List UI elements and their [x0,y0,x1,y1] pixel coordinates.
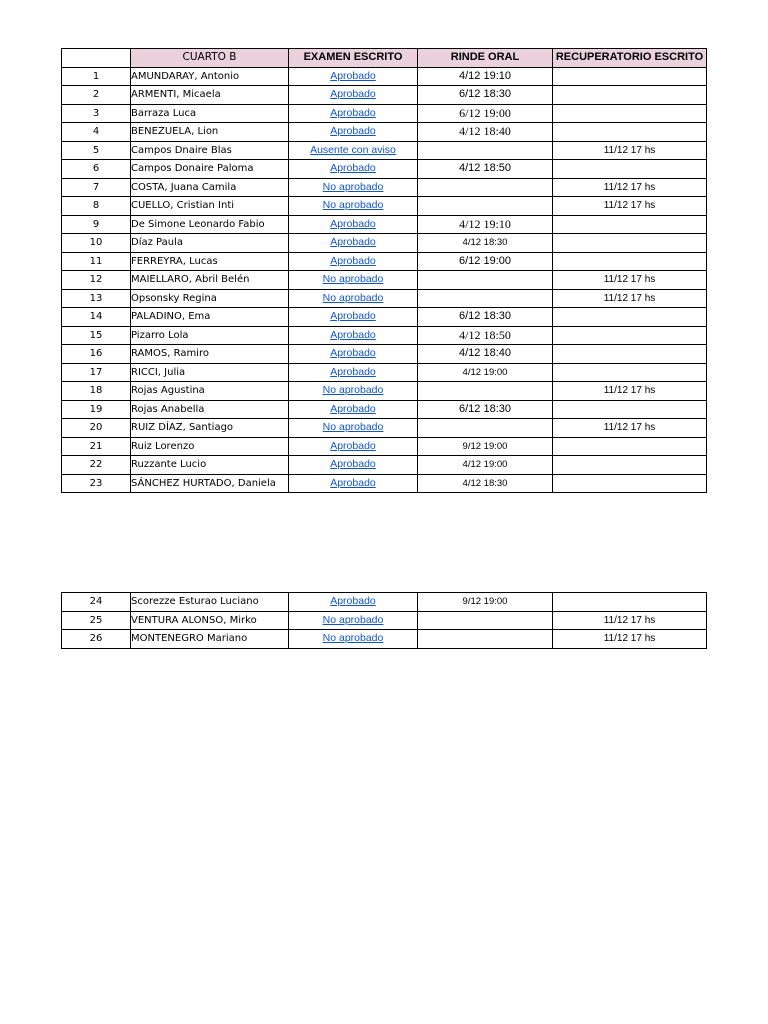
row-number: 16 [62,345,131,364]
written-exam-cell [289,197,418,216]
written-exam-cell [289,382,418,401]
oral-exam-date [418,178,553,197]
student-name: SÁNCHEZ HURTADO, Daniela [131,474,289,493]
written-exam-cell [289,141,418,160]
written-exam-result-link[interactable]: Aprobado [330,595,376,608]
written-exam-result-link[interactable]: Aprobado [330,402,376,415]
written-exam-result-link[interactable]: Aprobado [330,106,376,119]
student-name: Ruiz Lorenzo [131,437,289,456]
row-number: 26 [62,630,131,649]
row-number: 8 [62,197,131,216]
written-exam-cell [289,160,418,179]
student-name: RAMOS, Ramiro [131,345,289,364]
written-exam-result-link[interactable]: Aprobado [330,236,376,249]
student-name: Campos Donaire Paloma [131,160,289,179]
student-name: Rojas Anabella [131,400,289,419]
written-exam-result-link[interactable]: Ausente con aviso [310,143,396,156]
table-row [62,160,707,179]
oral-exam-date [418,271,553,290]
table-row [62,252,707,271]
table-row [62,630,707,649]
students-table [61,48,707,493]
written-exam-result-link[interactable]: No aprobado [322,180,384,193]
student-name: Ruzzante Lucio [131,456,289,475]
oral-exam-date [418,289,553,308]
student-name: Barraza Luca [131,104,289,123]
written-exam-result-link[interactable]: Aprobado [330,439,376,452]
header-makeup-exam: RECUPERATORIO ESCRITO [553,49,707,68]
oral-exam-date: 4/12 19:00 [418,363,553,382]
oral-exam-date: 6/12 18:30 [418,86,553,105]
written-exam-cell [289,593,418,612]
table-row [62,363,707,382]
table-row [62,289,707,308]
header-oral: RINDE ORAL [418,49,553,68]
table-row [62,67,707,86]
student-name: RICCI, Julia [131,363,289,382]
makeup-exam-date [553,345,707,364]
header-course: CUARTO B [131,49,289,68]
row-number: 18 [62,382,131,401]
written-exam-cell [289,308,418,327]
student-name: BENEZUELA, Lion [131,123,289,142]
row-number: 21 [62,437,131,456]
table-row [62,234,707,253]
makeup-exam-date [553,104,707,123]
makeup-exam-date [553,456,707,475]
student-name: RUIZ DÍAZ, Santiago [131,419,289,438]
written-exam-cell [289,437,418,456]
makeup-exam-date: 11/12 17 hs [553,197,707,216]
student-name: Rojas Agustina [131,382,289,401]
makeup-exam-date: 11/12 17 hs [553,271,707,290]
makeup-exam-date: 11/12 17 hs [553,289,707,308]
student-name: PALADINO, Ema [131,308,289,327]
extra-students-table-body [62,593,707,649]
makeup-exam-date [553,252,707,271]
written-exam-cell [289,67,418,86]
student-name: VENTURA ALONSO, Mirko [131,611,289,630]
makeup-exam-date: 11/12 17 hs [553,630,707,649]
student-name: Pizarro Lola [131,326,289,345]
written-exam-cell [289,289,418,308]
makeup-exam-date: 11/12 17 hs [553,141,707,160]
oral-exam-date [418,382,553,401]
student-name: Opsonsky Regina [131,289,289,308]
written-exam-cell [289,630,418,649]
row-number: 3 [62,104,131,123]
oral-exam-date [418,630,553,649]
oral-exam-date: 6/12 19:00 [418,252,553,271]
row-number: 14 [62,308,131,327]
written-exam-cell [289,419,418,438]
row-number: 10 [62,234,131,253]
row-number: 25 [62,611,131,630]
written-exam-result-link[interactable]: Aprobado [330,365,376,378]
student-name: COSTA, Juana Camila [131,178,289,197]
makeup-exam-date: 11/12 17 hs [553,382,707,401]
makeup-exam-date [553,86,707,105]
table-row [62,611,707,630]
oral-exam-date: 9/12 19:00 [418,437,553,456]
written-exam-result-link[interactable]: No aprobado [322,273,384,286]
row-number: 5 [62,141,131,160]
written-exam-result-link[interactable]: Aprobado [330,310,376,323]
header-row [62,49,707,68]
written-exam-result-link[interactable]: Aprobado [330,69,376,82]
oral-exam-date: 4/12 18:30 [418,474,553,493]
oral-exam-date: 4/12 18:50 [418,160,553,179]
written-exam-result-link[interactable]: Aprobado [330,347,376,360]
oral-exam-date: 6/12 18:30 [418,400,553,419]
oral-exam-date: 4/12 18:50 [418,326,553,345]
written-exam-cell [289,123,418,142]
makeup-exam-date: 11/12 17 hs [553,611,707,630]
table-row [62,123,707,142]
table-row [62,400,707,419]
extra-students-table [61,592,707,649]
written-exam-cell [289,611,418,630]
written-exam-cell [289,234,418,253]
oral-exam-date: 4/12 19:00 [418,456,553,475]
makeup-exam-date: 11/12 17 hs [553,178,707,197]
makeup-exam-date [553,363,707,382]
row-number: 2 [62,86,131,105]
row-number: 19 [62,400,131,419]
table-row [62,326,707,345]
written-exam-result-link[interactable]: Aprobado [330,162,376,175]
header-number [62,49,131,68]
written-exam-cell [289,400,418,419]
row-number: 13 [62,289,131,308]
written-exam-cell [289,345,418,364]
oral-exam-date: 4/12 18:40 [418,345,553,364]
written-exam-cell [289,252,418,271]
written-exam-result-link[interactable]: Aprobado [330,476,376,489]
table-row [62,86,707,105]
row-number: 9 [62,215,131,234]
oral-exam-date: 4/12 18:40 [418,123,553,142]
table-row [62,456,707,475]
row-number: 23 [62,474,131,493]
table-row [62,215,707,234]
row-number: 12 [62,271,131,290]
oral-exam-date [418,141,553,160]
makeup-exam-date [553,160,707,179]
table-row [62,382,707,401]
makeup-exam-date [553,400,707,419]
written-exam-result-link[interactable]: No aprobado [322,421,384,434]
table-row [62,345,707,364]
row-number: 22 [62,456,131,475]
table-row [62,474,707,493]
student-name: Scorezze Esturao Luciano [131,593,289,612]
table-row [62,141,707,160]
oral-exam-date: 4/12 19:10 [418,67,553,86]
written-exam-result-link[interactable]: Aprobado [330,458,376,471]
makeup-exam-date [553,326,707,345]
oral-exam-date: 6/12 19:00 [418,104,553,123]
row-number: 20 [62,419,131,438]
makeup-exam-date [553,474,707,493]
oral-exam-date [418,197,553,216]
row-number: 24 [62,593,131,612]
row-number: 1 [62,67,131,86]
table-row [62,178,707,197]
written-exam-result-link[interactable]: No aprobado [322,384,384,397]
student-name: FERREYRA, Lucas [131,252,289,271]
written-exam-result-link[interactable]: Aprobado [330,328,376,341]
row-number: 17 [62,363,131,382]
table-row [62,271,707,290]
student-name: MAIELLARO, Abril Belén [131,271,289,290]
student-name: Díaz Paula [131,234,289,253]
student-name: CUELLO, Cristian Inti [131,197,289,216]
oral-exam-date: 9/12 19:00 [418,593,553,612]
table-row [62,593,707,612]
makeup-exam-date [553,123,707,142]
written-exam-cell [289,86,418,105]
makeup-exam-date [553,215,707,234]
written-exam-result-link[interactable]: Aprobado [330,125,376,138]
student-name: AMUNDARAY, Antonio [131,67,289,86]
written-exam-cell [289,326,418,345]
oral-exam-date: 6/12 18:30 [418,308,553,327]
written-exam-cell [289,178,418,197]
written-exam-cell [289,104,418,123]
written-exam-cell [289,271,418,290]
table-row [62,308,707,327]
makeup-exam-date [553,437,707,456]
makeup-exam-date: 11/12 17 hs [553,419,707,438]
written-exam-cell [289,474,418,493]
oral-exam-date: 4/12 18:30 [418,234,553,253]
makeup-exam-date [553,67,707,86]
row-number: 15 [62,326,131,345]
table-row [62,197,707,216]
written-exam-cell [289,215,418,234]
row-number: 4 [62,123,131,142]
written-exam-result-link[interactable]: Aprobado [330,254,376,267]
makeup-exam-date [553,308,707,327]
header-written-exam: EXAMEN ESCRITO [289,49,418,68]
table-row [62,104,707,123]
row-number: 7 [62,178,131,197]
student-name: De Simone Leonardo Fabio [131,215,289,234]
student-name: Campos Dnaire Blas [131,141,289,160]
row-number: 11 [62,252,131,271]
written-exam-result-link[interactable]: No aprobado [322,613,384,626]
makeup-exam-date [553,234,707,253]
written-exam-result-link[interactable]: No aprobado [322,291,384,304]
students-table-body [62,67,707,493]
student-name: MONTENEGRO Mariano [131,630,289,649]
oral-exam-date [418,419,553,438]
oral-exam-date: 4/12 19:10 [418,215,553,234]
written-exam-result-link[interactable]: No aprobado [322,632,384,645]
row-number: 6 [62,160,131,179]
table-row [62,437,707,456]
written-exam-cell [289,363,418,382]
written-exam-result-link[interactable]: No aprobado [322,199,384,212]
oral-exam-date [418,611,553,630]
table-row [62,419,707,438]
makeup-exam-date [553,593,707,612]
written-exam-result-link[interactable]: Aprobado [330,217,376,230]
written-exam-cell [289,456,418,475]
student-name: ARMENTI, Micaela [131,86,289,105]
written-exam-result-link[interactable]: Aprobado [330,88,376,101]
